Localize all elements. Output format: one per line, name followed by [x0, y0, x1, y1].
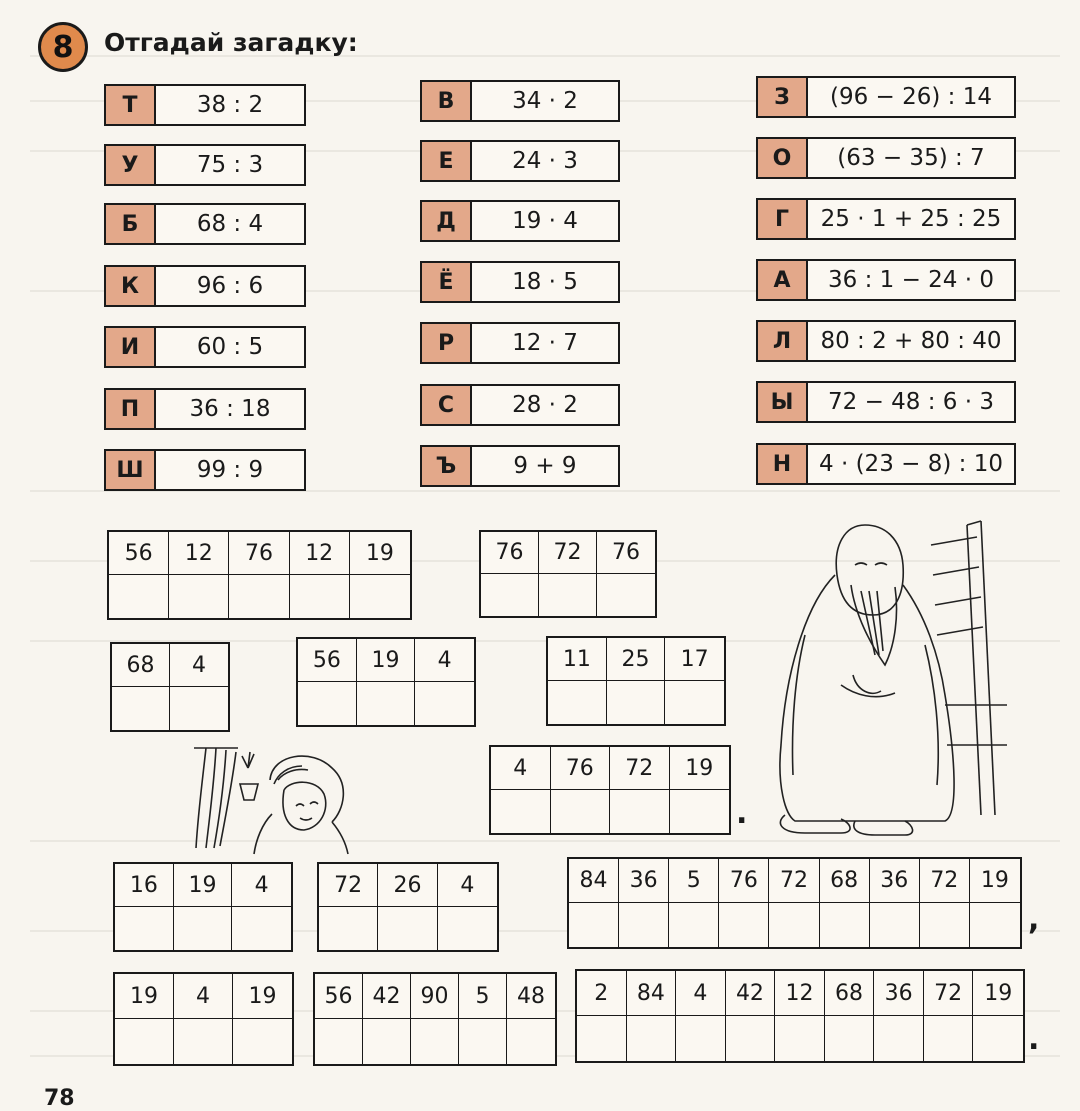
- code-card: [756, 259, 1016, 301]
- grid-number: 19: [350, 532, 410, 575]
- answer-cell[interactable]: [232, 907, 291, 950]
- grid-number: 11: [548, 638, 607, 681]
- code-letter: В: [422, 82, 472, 120]
- grid-number: 90: [411, 974, 459, 1019]
- girl-curtain-illustration: [192, 744, 372, 856]
- code-card: [420, 200, 620, 242]
- code-expression: 36 : 1 − 24 · 0: [828, 267, 994, 293]
- code-expression: 36 : 18: [189, 396, 271, 422]
- grid-number: 19: [973, 971, 1023, 1016]
- grid-number: 72: [539, 532, 597, 574]
- code-expression: 24 · 3: [512, 148, 578, 174]
- answer-cell[interactable]: [174, 907, 233, 950]
- grid-number: 26: [378, 864, 437, 907]
- code-expression: 72 − 48 : 6 · 3: [828, 389, 994, 415]
- answer-grid: [113, 972, 294, 1066]
- answer-cell[interactable]: [115, 1019, 174, 1064]
- code-letter: Ы: [758, 383, 808, 421]
- answer-cell[interactable]: [874, 1016, 924, 1061]
- code-expression: 25 · 1 + 25 : 25: [820, 206, 1002, 232]
- grid-number: 72: [610, 747, 670, 790]
- grid-number: 4: [676, 971, 726, 1016]
- code-expression: 96 : 6: [196, 273, 264, 299]
- grid-number: 19: [115, 974, 174, 1019]
- code-letter: С: [422, 386, 472, 424]
- answer-grid: [575, 969, 1025, 1063]
- grid-number: 72: [924, 971, 974, 1016]
- answer-cell[interactable]: [719, 903, 769, 947]
- answer-cell[interactable]: [229, 575, 289, 618]
- code-expression: 19 · 4: [512, 208, 578, 234]
- grid-number: 68: [112, 644, 170, 687]
- code-letter: И: [106, 328, 156, 366]
- code-expression: 4 · (23 − 8) : 10: [819, 451, 1003, 477]
- answer-cell[interactable]: [970, 903, 1020, 947]
- grid-number: 72: [319, 864, 378, 907]
- code-card: [420, 80, 620, 122]
- grid-number: 56: [315, 974, 363, 1019]
- answer-cell[interactable]: [415, 682, 474, 725]
- grid-number: 2: [577, 971, 627, 1016]
- grid-number: 56: [298, 639, 357, 682]
- grid-number: 19: [357, 639, 416, 682]
- code-letter: А: [758, 261, 808, 299]
- grid-number: 25: [607, 638, 666, 681]
- grid-number: 76: [551, 747, 611, 790]
- answer-cell[interactable]: [726, 1016, 776, 1061]
- answer-cell[interactable]: [820, 903, 870, 947]
- grid-number: 12: [290, 532, 350, 575]
- answer-cell[interactable]: [627, 1016, 677, 1061]
- answer-grid: [313, 972, 557, 1066]
- code-letter: У: [106, 146, 156, 184]
- answer-cell[interactable]: [676, 1016, 726, 1061]
- answer-cell[interactable]: [319, 907, 378, 950]
- code-card: [104, 326, 306, 368]
- code-card: [420, 322, 620, 364]
- comma-mark: ,: [1028, 902, 1040, 937]
- task-number: 8: [52, 29, 74, 65]
- task-number-badge: [38, 22, 88, 72]
- code-card: [756, 320, 1016, 362]
- code-card: [756, 198, 1016, 240]
- code-card: [420, 384, 620, 426]
- answer-cell[interactable]: [825, 1016, 875, 1061]
- code-letter: Ё: [422, 263, 472, 301]
- code-letter: Г: [758, 200, 808, 238]
- grid-number: 72: [769, 859, 819, 903]
- grid-number: 76: [597, 532, 655, 574]
- grid-number: 5: [459, 974, 507, 1019]
- old-man-chair-illustration: [745, 515, 1010, 840]
- grid-number: 76: [481, 532, 539, 574]
- code-letter: Е: [422, 142, 472, 180]
- code-expression: 99 : 9: [196, 457, 264, 483]
- code-expression: (63 − 35) : 7: [837, 145, 985, 171]
- answer-cell[interactable]: [973, 1016, 1023, 1061]
- code-letter: Т: [106, 86, 156, 124]
- answer-grid: [317, 862, 499, 952]
- grid-number: 84: [627, 971, 677, 1016]
- answer-grid: [296, 637, 476, 727]
- code-card: [756, 443, 1016, 485]
- grid-number: 17: [665, 638, 724, 681]
- code-letter: П: [106, 390, 156, 428]
- code-card: [420, 445, 620, 487]
- code-expression: 60 : 5: [196, 334, 264, 360]
- code-card: [104, 84, 306, 126]
- answer-grid: [489, 745, 731, 835]
- answer-cell[interactable]: [597, 574, 655, 616]
- answer-cell[interactable]: [174, 1019, 233, 1064]
- answer-cell[interactable]: [350, 575, 410, 618]
- grid-number: 42: [363, 974, 411, 1019]
- answer-grid: [110, 642, 230, 732]
- answer-cell[interactable]: [357, 682, 416, 725]
- grid-number: 36: [870, 859, 920, 903]
- answer-cell[interactable]: [665, 681, 724, 724]
- grid-number: 4: [491, 747, 551, 790]
- code-letter: Ш: [106, 451, 156, 489]
- code-card: [104, 203, 306, 245]
- answer-grid: [107, 530, 412, 620]
- task-title: Отгадай загадку:: [104, 28, 358, 57]
- code-expression: 12 · 7: [512, 330, 578, 356]
- answer-cell[interactable]: [769, 903, 819, 947]
- code-card: [756, 137, 1016, 179]
- grid-number: 19: [670, 747, 730, 790]
- answer-cell[interactable]: [619, 903, 669, 947]
- answer-cell[interactable]: [924, 1016, 974, 1061]
- answer-cell[interactable]: [539, 574, 597, 616]
- code-expression: 18 · 5: [512, 269, 578, 295]
- answer-cell[interactable]: [548, 681, 607, 724]
- grid-number: 19: [970, 859, 1020, 903]
- code-letter: Р: [422, 324, 472, 362]
- code-letter: Л: [758, 322, 808, 360]
- answer-cell[interactable]: [169, 575, 229, 618]
- grid-number: 42: [726, 971, 776, 1016]
- answer-cell[interactable]: [610, 790, 670, 833]
- code-letter: Ъ: [422, 447, 472, 485]
- answer-cell[interactable]: [315, 1019, 363, 1064]
- answer-grid: [546, 636, 726, 726]
- grid-number: 4: [232, 864, 291, 907]
- answer-grid: [567, 857, 1022, 949]
- grid-number: 5: [669, 859, 719, 903]
- answer-cell[interactable]: [569, 903, 619, 947]
- answer-cell[interactable]: [870, 903, 920, 947]
- code-card: [104, 265, 306, 307]
- answer-cell[interactable]: [775, 1016, 825, 1061]
- grid-number: 4: [438, 864, 497, 907]
- code-expression: 34 · 2: [512, 88, 578, 114]
- grid-number: 16: [115, 864, 174, 907]
- code-card: [420, 261, 620, 303]
- answer-cell[interactable]: [411, 1019, 459, 1064]
- grid-number: 56: [109, 532, 169, 575]
- answer-cell[interactable]: [290, 575, 350, 618]
- code-card: [104, 388, 306, 430]
- code-card: [104, 144, 306, 186]
- grid-number: 72: [920, 859, 970, 903]
- grid-number: 76: [719, 859, 769, 903]
- answer-cell[interactable]: [298, 682, 357, 725]
- code-card: [756, 76, 1016, 118]
- grid-number: 19: [174, 864, 233, 907]
- answer-cell[interactable]: [233, 1019, 292, 1064]
- grid-number: 4: [170, 644, 228, 687]
- answer-cell[interactable]: [491, 790, 551, 833]
- code-letter: Н: [758, 445, 808, 483]
- answer-cell[interactable]: [577, 1016, 627, 1061]
- grid-number: 76: [229, 532, 289, 575]
- code-expression: 38 : 2: [196, 92, 264, 118]
- period-mark: .: [1028, 1022, 1040, 1057]
- code-letter: Д: [422, 202, 472, 240]
- code-card: [104, 449, 306, 491]
- grid-number: 84: [569, 859, 619, 903]
- page-number: 78: [44, 1086, 75, 1111]
- answer-cell[interactable]: [112, 687, 170, 730]
- grid-number: 68: [825, 971, 875, 1016]
- code-letter: З: [758, 78, 808, 116]
- code-expression: 80 : 2 + 80 : 40: [820, 328, 1002, 354]
- answer-cell[interactable]: [507, 1019, 555, 1064]
- answer-cell[interactable]: [438, 907, 497, 950]
- grid-number: 68: [820, 859, 870, 903]
- code-letter: Б: [106, 205, 156, 243]
- code-expression: 68 : 4: [196, 211, 264, 237]
- answer-grid: [113, 862, 293, 952]
- answer-cell[interactable]: [170, 687, 228, 730]
- grid-number: 19: [233, 974, 292, 1019]
- code-letter: К: [106, 267, 156, 305]
- period-mark: .: [736, 796, 748, 831]
- grid-number: 48: [507, 974, 555, 1019]
- grid-number: 4: [174, 974, 233, 1019]
- grid-number: 36: [874, 971, 924, 1016]
- answer-cell[interactable]: [669, 903, 719, 947]
- grid-number: 36: [619, 859, 669, 903]
- answer-cell[interactable]: [109, 575, 169, 618]
- answer-cell[interactable]: [481, 574, 539, 616]
- code-letter: О: [758, 139, 808, 177]
- code-expression: 75 : 3: [196, 152, 264, 178]
- answer-grid: [479, 530, 657, 618]
- grid-number: 4: [415, 639, 474, 682]
- code-card: [420, 140, 620, 182]
- code-expression: 28 · 2: [512, 392, 578, 418]
- code-card: [756, 381, 1016, 423]
- answer-cell[interactable]: [920, 903, 970, 947]
- grid-number: 12: [169, 532, 229, 575]
- answer-cell[interactable]: [459, 1019, 507, 1064]
- code-expression: 9 + 9: [513, 453, 577, 479]
- answer-cell[interactable]: [670, 790, 730, 833]
- answer-cell[interactable]: [607, 681, 666, 724]
- answer-cell[interactable]: [115, 907, 174, 950]
- answer-cell[interactable]: [551, 790, 611, 833]
- answer-cell[interactable]: [363, 1019, 411, 1064]
- grid-number: 12: [775, 971, 825, 1016]
- answer-cell[interactable]: [378, 907, 437, 950]
- code-expression: (96 − 26) : 14: [829, 84, 992, 110]
